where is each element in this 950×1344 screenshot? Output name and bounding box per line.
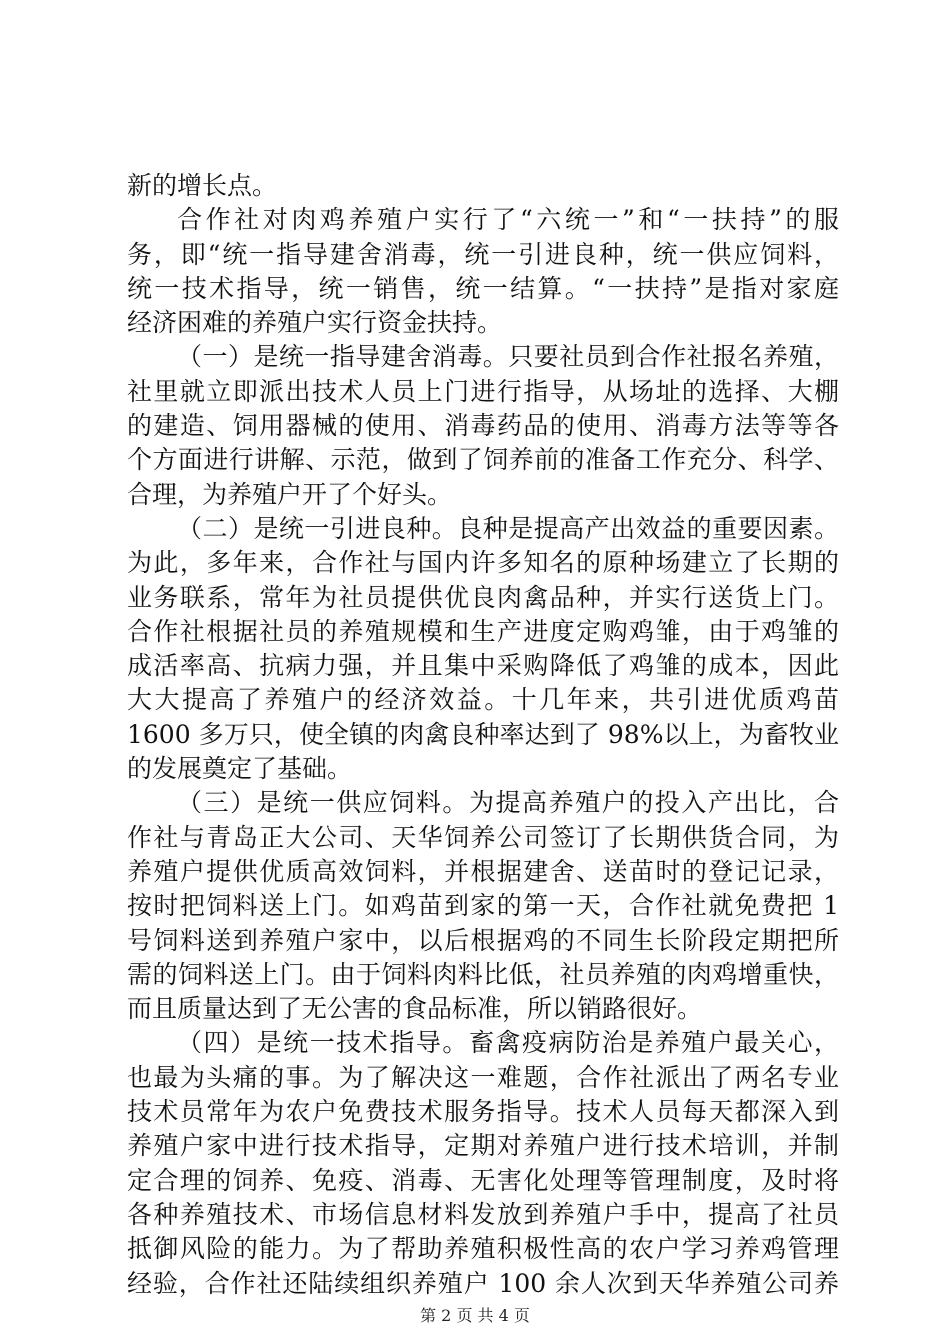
text-line: 1600 多万只，使全镇的肉禽良种率达到了 98%以上，为畜牧业 — [127, 719, 839, 749]
paragraph-start-line: （一）是统一指导建舍消毒。只要社员到合作社报名养殖， — [177, 342, 839, 372]
text-line: 而且质量达到了无公害的食品标准，所以销路很好。 — [127, 994, 703, 1024]
paragraph-start-line: 合作社对肉鸡养殖户实行了“六统一”和“一扶持”的服 — [177, 205, 839, 235]
paragraph-start-line: （二）是统一引进良种。良种是提高产出效益的重要因素。 — [177, 513, 839, 543]
text-line: 的发展奠定了基础。 — [127, 754, 353, 784]
text-line: 抵御风险的能力。为了帮助养殖积极性高的农户学习养鸡管理 — [127, 1234, 839, 1264]
text-line: 大大提高了养殖户的经济效益。十几年来，共引进优质鸡苗 — [127, 685, 839, 715]
text-line: 养殖户提供优质高效饲料，并根据建舍、送苗时的登记记录， — [127, 856, 839, 886]
body-text — [127, 169, 839, 1301]
text-line: 作社与青岛正大公司、天华饲养公司签订了长期供货合同，为 — [127, 822, 839, 852]
text-line: 经验，合作社还陆续组织养殖户 100 余人次到天华养殖公司养 — [127, 1268, 839, 1298]
text-line: 也最为头痛的事。为了解决这一难题，合作社派出了两名专业 — [127, 1062, 839, 1092]
page-footer: 第 2 页 共 4 页 — [420, 1306, 530, 1325]
text-line: 业务联系，常年为社员提供优良肉禽品种，并实行送货上门。 — [127, 582, 839, 612]
paragraph-start-line: （四）是统一技术指导。畜禽疫病防治是养殖户最关心， — [177, 1028, 839, 1058]
text-line: 号饲料送到养殖户家中，以后根据鸡的不同生长阶段定期把所 — [127, 925, 839, 955]
text-line: 技术员常年为农户免费技术服务指导。技术人员每天都深入到 — [127, 1097, 839, 1127]
text-line: 经济困难的养殖户实行资金扶持。 — [127, 308, 503, 338]
text-line: 合作社根据社员的养殖规模和生产进度定购鸡雏，由于鸡雏的 — [127, 616, 839, 646]
text-line: 养殖户家中进行技术指导，定期对养殖户进行技术培训，并制 — [127, 1131, 839, 1161]
text-line: 按时把饲料送上门。如鸡苗到家的第一天，合作社就免费把 1 — [127, 891, 839, 921]
paragraph-start-line: （三）是统一供应饲料。为提高养殖户的投入产出比，合 — [177, 788, 839, 818]
text-line: 新的增长点。 — [127, 171, 278, 200]
text-line: 各种养殖技术、市场信息材料发放到养殖户手中，提高了社员 — [127, 1199, 839, 1229]
text-line: 合理，为养殖户开了个好头。 — [127, 479, 453, 509]
text-line: 务，即“统一指导建舍消毒，统一引进良种，统一供应饲料， — [127, 239, 839, 269]
text-line: 社里就立即派出技术人员上门进行指导，从场址的选择、大棚 — [127, 376, 839, 406]
text-line: 为此，多年来，合作社与国内许多知名的原种场建立了长期的 — [127, 548, 839, 578]
text-line: 成活率高、抗病力强，并且集中采购降低了鸡雏的成本，因此 — [127, 651, 839, 681]
text-line: 需的饲料送上门。由于饲料肉料比低，社员养殖的肉鸡增重快， — [127, 959, 839, 989]
text-line: 定合理的饲养、免疫、消毒、无害化处理等管理制度，及时将 — [127, 1165, 839, 1195]
text-line: 的建造、饲用器械的使用、消毒药品的使用、消毒方法等等各 — [127, 411, 839, 441]
text-line: 统一技术指导，统一销售，统一结算。“一扶持”是指对家庭 — [127, 273, 839, 303]
text-line: 个方面进行讲解、示范，做到了饲养前的准备工作充分、科学、 — [127, 445, 839, 475]
